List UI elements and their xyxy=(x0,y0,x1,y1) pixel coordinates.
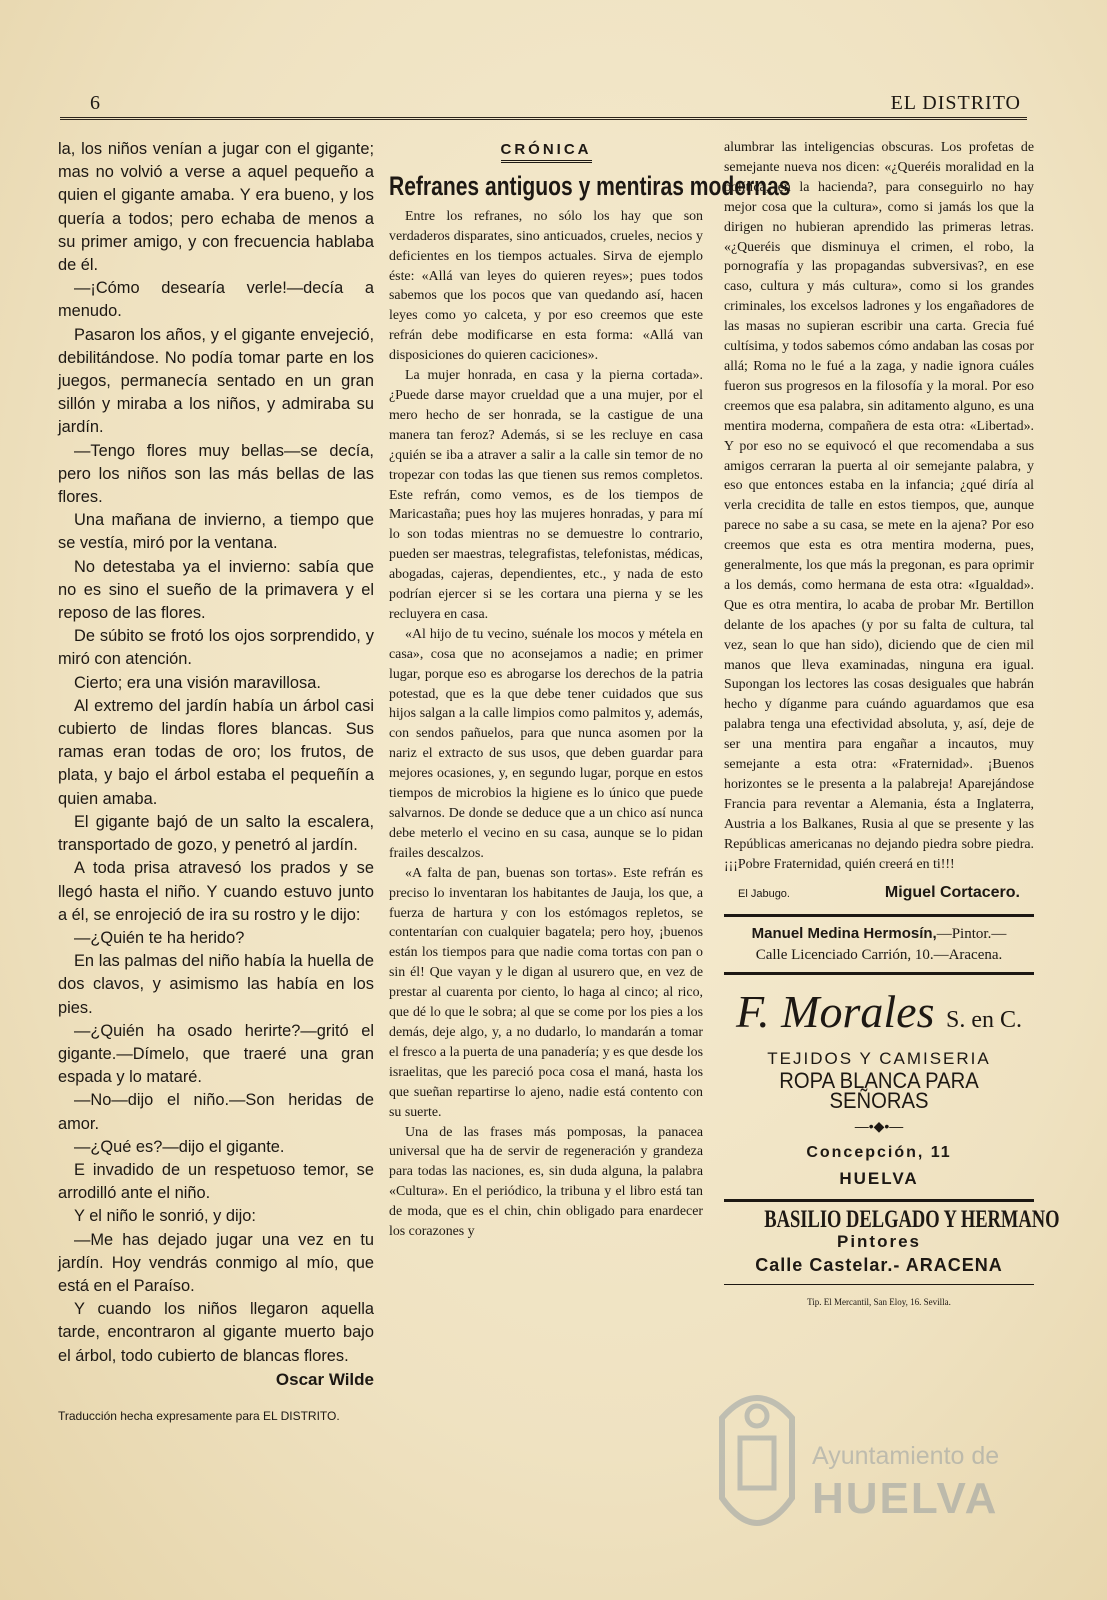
watermark-line1: Ayuntamiento de xyxy=(812,1442,1000,1470)
ad-morales-line1: TEJIDOS Y CAMISERIA xyxy=(767,1049,991,1069)
translation-note: Traducción hecha expresamente para EL DISTRITO. xyxy=(58,1408,340,1423)
story-paragraph: E invadido de un respetuoso temor, se arrodilló ante el niño. xyxy=(58,1160,374,1203)
ornament-divider: —•◆•— xyxy=(854,1118,904,1135)
story-paragraph: —Tengo flores muy bellas—se decía, pero los niños son las más bellas de las flores. xyxy=(58,441,374,507)
watermark-line2: HUELVA xyxy=(812,1474,999,1523)
ad-delgado xyxy=(724,1202,1060,1284)
ad-morales-brand: F. Morales xyxy=(735,986,935,1038)
story-paragraph: Y el niño le sonrió, y dijo: xyxy=(74,1207,256,1226)
story-author: Oscar Wilde xyxy=(275,1369,374,1389)
ad-morales-suffix: S. en C. xyxy=(945,1007,1022,1034)
story-paragraph: la, los niños venían a jugar con el gigante; mas no volvió a verse a aquel pequeño a quien el gigante amaba. Y era bueno, y los quería a todos; pero echaba de menos a su primer amigo, y con frecuencia hablaba de él. xyxy=(58,140,374,275)
story-paragraph: Pasaron los años, y el gigante envejeció, debilitándose. No podía tomar parte en los juegos, permanecía sentado en un gran sillón y miraba a los niños, y admiraba su jardín. xyxy=(58,325,374,437)
header-rule xyxy=(60,117,1027,120)
article-paragraph: «Al hijo de tu vecino, suénale los mocos y métela en casa», cosa que no aconsejamos a nadie; en primer lugar, porque eso es abrogarse los derechos de la patria potestad, que es la que debe tener cuidados que sus hijos salgan a la calle limpios como palmitos y, además, con sendos pañuelos, para que nunca asomen por la nariz el extracto de sus usos, que deben guardar para mejores ocasiones, y, en segundo lugar, porque en estos tiempos de microbios la higiene es lo único que puede salvarnos. De donde se deduce que a un chico así nunca debe meterlo el vecino en su casa, aunque se lo pidan frailes descalzos. xyxy=(389,626,703,861)
ad-delgado-address: Calle Castelar.- ARACENA xyxy=(755,1254,1003,1275)
ad-medina-name: Manuel Medina Hermosín, xyxy=(751,925,937,943)
story-paragraph: Cierto; era una visión maravillosa. xyxy=(74,673,321,692)
story-paragraph: —¿Qué es?—dijo el gigante. xyxy=(74,1137,285,1156)
ad-medina-trade: —Pintor.— xyxy=(936,926,1007,943)
story-column xyxy=(58,138,374,1428)
article-paragraph: Entre los refranes, no sólo los hay que son verdaderos disparates, sino anticuados, crueles, necios y deficientes en los tiempos actuales. Sirva de ejemplo éste: «Allá van leyes do quieren reyes»; pues todos sabemos que los pocos que van quedando así, hacen leyes como yo calceta, y por eso creemos que este refrán debe modificarse en esta forma: «Allá van disposiciones do quieren caciciones». xyxy=(389,208,703,364)
story-paragraph: —Me has dejado jugar una vez en tu jardín. Hoy vendrás conmigo al mío, que está en el Paraíso. xyxy=(58,1230,374,1295)
printer-imprint: Tip. El Mercantil, San Eloy, 16. Sevilla. xyxy=(807,1296,951,1307)
newspaper-name: EL DISTRITO xyxy=(890,92,1021,114)
story-paragraph: —¿Quién ha osado herirte?—gritó el gigante.—Dímelo, que traeré una gran espada y lo mataré. xyxy=(58,1021,374,1087)
article-paragraph: alumbrar las inteligencias obscuras. Los profetas de semejante nueva nos dicen: «¿Queréis moralidad en la política, en la hacienda?, para conseguirlo no hay mejor cosa que la cultura», como si jamás los que la dirigen no hubieran aprendido las primeras letras. «¿Queréis que disminuya el crimen, el robo, la pornografía y las propagandas subversivas?, en ese caso, cultura y más cultura», como si los grandes criminales, los excelsos ladrones y los engañadores de las masas no supieran escribir una carta. Grecia fué cultísima, y todos sabemos cómo andaban las cosas por allá; Roma no le fué a la zaga, y nadie ignora cuáles fueron sus progresos en la filosofía y la moral. Por eso creemos que esa palabra, sin aditamento alguno, es una mentira moderna, compañera de esta otra: «Libertad». Y por eso no se equivocó el que recomendaba a sus amigos cerraran la puerta al oir semejante palabra, y eso que entonces estaba en la infancia; ¿qué diría al verla crecidita de talle en estos tiempos, que, aunque parece no sabe a su casa, se mete en la ajena? Por eso creemos que esta es otra mentira moderna, pues, generalmente, los que más la pregonan, es para oprimir a los demás, como hermana de esta otra: «Igualdad». Que es otra mentira, lo acaba de probar Mr. Bertillon delante de los apaches (y por su falta de cultura, tal vez, sean lo que han sido), diciendo que de cien mil manos que lleva examinadas, ninguna era igual. Supongan los lectores las cosas desiguales que habrán hecho y díganme para cuándo aguardamos que esa palabra tenga una efectividad absoluta, y, así, deje de ser una mentira para engañar a incautos, muy semejante a esta otra: «Fraternidad». ¡Buenos horizontes se le presenta a la palabreja! Aparejándose Francia para reventar a Alemania, ésta a Inglaterra, Austria a los Balkanes, Rusia al que se presente y las Repúblicas americanas no dejando piedra sobre piedra. ¡¡¡Pobre Fraternidad, quién creerá en ti!!! xyxy=(724,140,1034,872)
ad-medina-address: Calle Licenciado Carrión, 10.—Aracena. xyxy=(755,947,1003,964)
story-paragraph: —¿Quién te ha herido? xyxy=(74,928,245,947)
page-number: 6 xyxy=(90,92,100,114)
archive-watermark xyxy=(712,1378,1032,1558)
story-paragraph: —No—dijo el niño.—Son heridas de amor. xyxy=(58,1091,374,1133)
story-paragraph: De súbito se frotó los ojos sorprendido, y miró con atención. xyxy=(58,627,374,669)
article-place: El Jabugo. xyxy=(738,887,790,900)
story-paragraph: —¡Cómo desearía verle!—decía a menudo. xyxy=(58,279,374,321)
ad-delgado-name: BASILIO DELGADO Y HERMANO xyxy=(764,1205,1060,1233)
page-header xyxy=(60,88,1027,116)
section-label: CRÓNICA xyxy=(501,140,592,163)
ad-divider xyxy=(724,1284,1034,1285)
ad-medina xyxy=(724,917,1034,972)
ad-morales-line2: ROPA BLANCA PARA SEÑORAS xyxy=(779,1068,979,1114)
article-paragraph: La mujer honrada, en casa y la pierna cortada». ¿Puede darse mayor crueldad que a una mujer, por el mero hecho de ser honrada, se la castigue de una manera tan feroz? Además, si se les recluye en casa ¿quién se iba a atraver a salir a la calle sin temor de no tropezar con todas las que tienen sus remos completos. Este refrán, como vemos, es de los tiempos de Maricastaña; pues hoy las mujeres honradas, y para mí lo son todas mientras no se demuestre lo contrario, pueden ser maestras, telegrafistas, telefonistas, médicas, abogadas, cajeras, dependientes, etc., y nada de esto podrían ejercer si se les cortara una pierna y se les recluyera en casa. xyxy=(389,368,703,622)
continuation-column xyxy=(724,138,1060,1313)
article-headline: Refranes antiguos y mentiras modernas xyxy=(389,170,791,201)
story-paragraph: Y cuando los niños llegaron aquella tarde, encontraron al gigante muerto bajo el árbol, todo cubierto de blancas flores. xyxy=(58,1300,374,1365)
article-paragraph: «A falta de pan, buenas son tortas». Este refrán es preciso lo inventaran los habitantes de Jauja, los que, a fuerza de hartura y con los estómagos repletos, se contentarían con cualquier bagatela; pero hoy, ¡buenos están los tiempos para que nadie coma tortas con pan o sin él! Que vayan y le digan al usurero que, en vez de prestar al cuarenta por ciento, lo haga al cinco; al rico, que dé lo que le sobra; al que se come por los pies a los demás, deje algo, y, a no dudarlo, lo mandarán a tomar el fresco a la puerta de una panadería; y es que desde los israelitas, que les pareció poca cosa el maná, hasta los que sueñan repartirse lo ajeno, nadie está contento con su suerte. xyxy=(389,865,703,1120)
story-paragraph: No detestaba ya el invierno: sabía que no es sino el sueño de la primavera y el reposo de las flores. xyxy=(58,557,374,623)
ad-morales-city: HUELVA xyxy=(839,1168,919,1188)
story-paragraph: En las palmas del niño había la huella de dos clavos, y asimismo las había en los pies. xyxy=(58,952,374,1017)
ad-morales-address: Concepción, 11 xyxy=(806,1144,952,1162)
story-paragraph: Una mañana de invierno, a tiempo que se vestía, miró por la ventana. xyxy=(58,511,374,553)
coat-of-arms-icon xyxy=(712,1378,802,1548)
article-paragraph: Una de las frases más pomposas, la panacea universal que ha de servir de regeneración y grandeza para todas las naciones, es, sin duda alguna, la palabra «Cultura». En el periódico, la tribuna y el libro está tan de moda, que es el chin, chin obligado para enardecer los corazones y xyxy=(389,1124,703,1240)
story-paragraph: El gigante bajó de un salto la escalera, transportado de gozo, y penetró al jardín. xyxy=(58,812,374,855)
ad-delgado-trade: Pintores xyxy=(836,1231,922,1251)
ad-morales xyxy=(724,975,1034,1198)
story-paragraph: Al extremo del jardín había un árbol casi cubierto de lindas flores blancas. Sus ramas eran todas de oro; los frutos, de plata, y bajo el árbol estaba el pequeñín a quien amaba. xyxy=(58,696,374,808)
story-paragraph: A toda prisa atravesó los prados y se llegó hasta el niño. Y cuando estuvo junto a él, se enrojeció de ira su rostro y le dijo: xyxy=(58,859,374,924)
article-author: Miguel Cortacero. xyxy=(884,883,1020,901)
